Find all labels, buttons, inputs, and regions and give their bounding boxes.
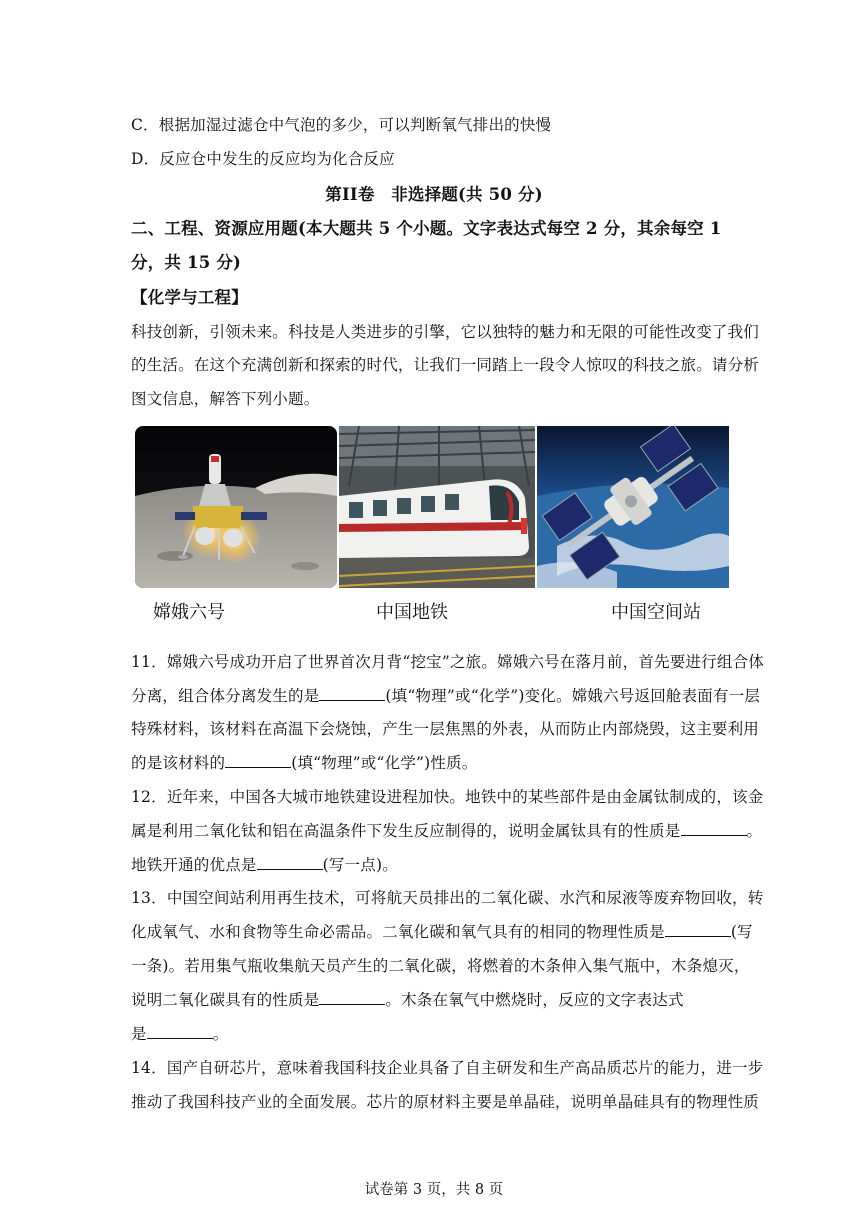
text: 地铁开通的优点是 [131, 856, 257, 874]
question-12: 12．近年来，中国各大城市地铁建设进程加快。地铁中的某些部件是由金属钛制成的，该金 [131, 788, 764, 806]
question-11-line: 特殊材料，该材料在高温下会烧蚀，产生一层焦黑的外表，从而防止内部烧毁，这主要利用 [131, 720, 760, 738]
question-11: 11．嫦娥六号成功开启了世界首次月背“挖宝”之旅。嫦娥六号在落月前，首先要进行组合体 [131, 653, 764, 671]
subway-train-image [339, 426, 535, 588]
question-14: 14．国产自研芯片，意味着我国科技企业具备了自主研发和生产高品质芯片的能力，进一步 [131, 1059, 764, 1077]
answer-blank[interactable] [319, 686, 385, 701]
intro-text: 科技创新，引领未来。科技是人类进步的引擎，它以独特的魅力和无限的可能性改变了我们 [131, 323, 760, 341]
text: 。 [746, 822, 763, 840]
text: (写一点)。 [322, 856, 398, 874]
option-d: D．反应仓中发生的反应均为化合反应 [131, 150, 395, 168]
caption-subway: 中国地铁 [376, 602, 448, 623]
space-station-image [537, 426, 729, 588]
question-13: 13．中国空间站利用再生技术，可将航天员排出的二氧化碳、水汽和尿液等废弃物回收，转 [131, 889, 764, 907]
question-12-line [131, 819, 762, 841]
answer-blank[interactable] [257, 855, 323, 870]
option-c: C．根据加湿过滤仓中气泡的多少，可以判断氧气排出的快慢 [131, 116, 552, 134]
answer-blank[interactable] [225, 753, 291, 768]
text: (填“物理”或“化学”)性质。 [291, 754, 478, 772]
intro-text: 的生活。在这个充满创新和探索的时代，让我们一同踏上一段令人惊叹的科技之旅。请分析 [131, 356, 760, 374]
chang-e-lander-image [135, 426, 337, 588]
part-heading: 二、工程、资源应用题(本大题共 5 个小题。文字表达式每空 2 分，其余每空 1 [131, 219, 722, 238]
answer-blank[interactable] [665, 922, 731, 937]
question-13-line [131, 920, 753, 942]
intro-text: 图文信息，解答下列小题。 [131, 390, 320, 408]
part-heading-cont: 分，共 15 分) [131, 253, 242, 272]
text: 是 [131, 1025, 147, 1043]
caption-chang-e: 嫦娥六号 [153, 602, 225, 623]
answer-blank[interactable] [319, 990, 385, 1005]
text: (填“物理”或“化学”)变化。嫦娥六号返回舱表面有一层 [385, 687, 761, 705]
page-footer: 试卷第 3 页，共 8 页 [364, 1182, 504, 1198]
text: 。 [212, 1025, 229, 1043]
question-11-line [131, 684, 760, 706]
text: 化成氧气、水和食物等生命必需品。二氧化碳和氧气具有的相同的物理性质是 [131, 923, 665, 941]
question-14-line: 推动了我国科技产业的全面发展。芯片的原材料主要是单晶硅，说明单晶硅具有的物理性质 [131, 1093, 760, 1111]
text: 属是利用二氧化钛和铝在高温条件下发生反应制得的，说明金属钛具有的性质是 [131, 822, 681, 840]
question-12-line [131, 853, 398, 875]
answer-blank[interactable] [147, 1024, 213, 1039]
text: (写 [730, 923, 753, 941]
answer-blank[interactable] [681, 821, 747, 836]
text: 的是该材料的 [131, 754, 226, 772]
section-title: 第II卷 非选择题(共 50 分) [325, 185, 543, 204]
topic-heading: 【化学与工程】 [131, 288, 248, 307]
question-13-line [131, 988, 684, 1010]
question-13-line: 一条)。若用集气瓶收集航天员产生的二氧化碳，将燃着的木条伸入集气瓶中，木条熄灭， [131, 957, 750, 975]
question-11-line [131, 751, 478, 773]
text: 。木条在氧气中燃烧时，反应的文字表达式 [385, 991, 684, 1009]
text: 分离，组合体分离发生的是 [131, 687, 320, 705]
caption-space-station: 中国空间站 [611, 602, 701, 623]
text: 说明二氧化碳具有的性质是 [131, 991, 320, 1009]
question-13-line [131, 1022, 228, 1044]
